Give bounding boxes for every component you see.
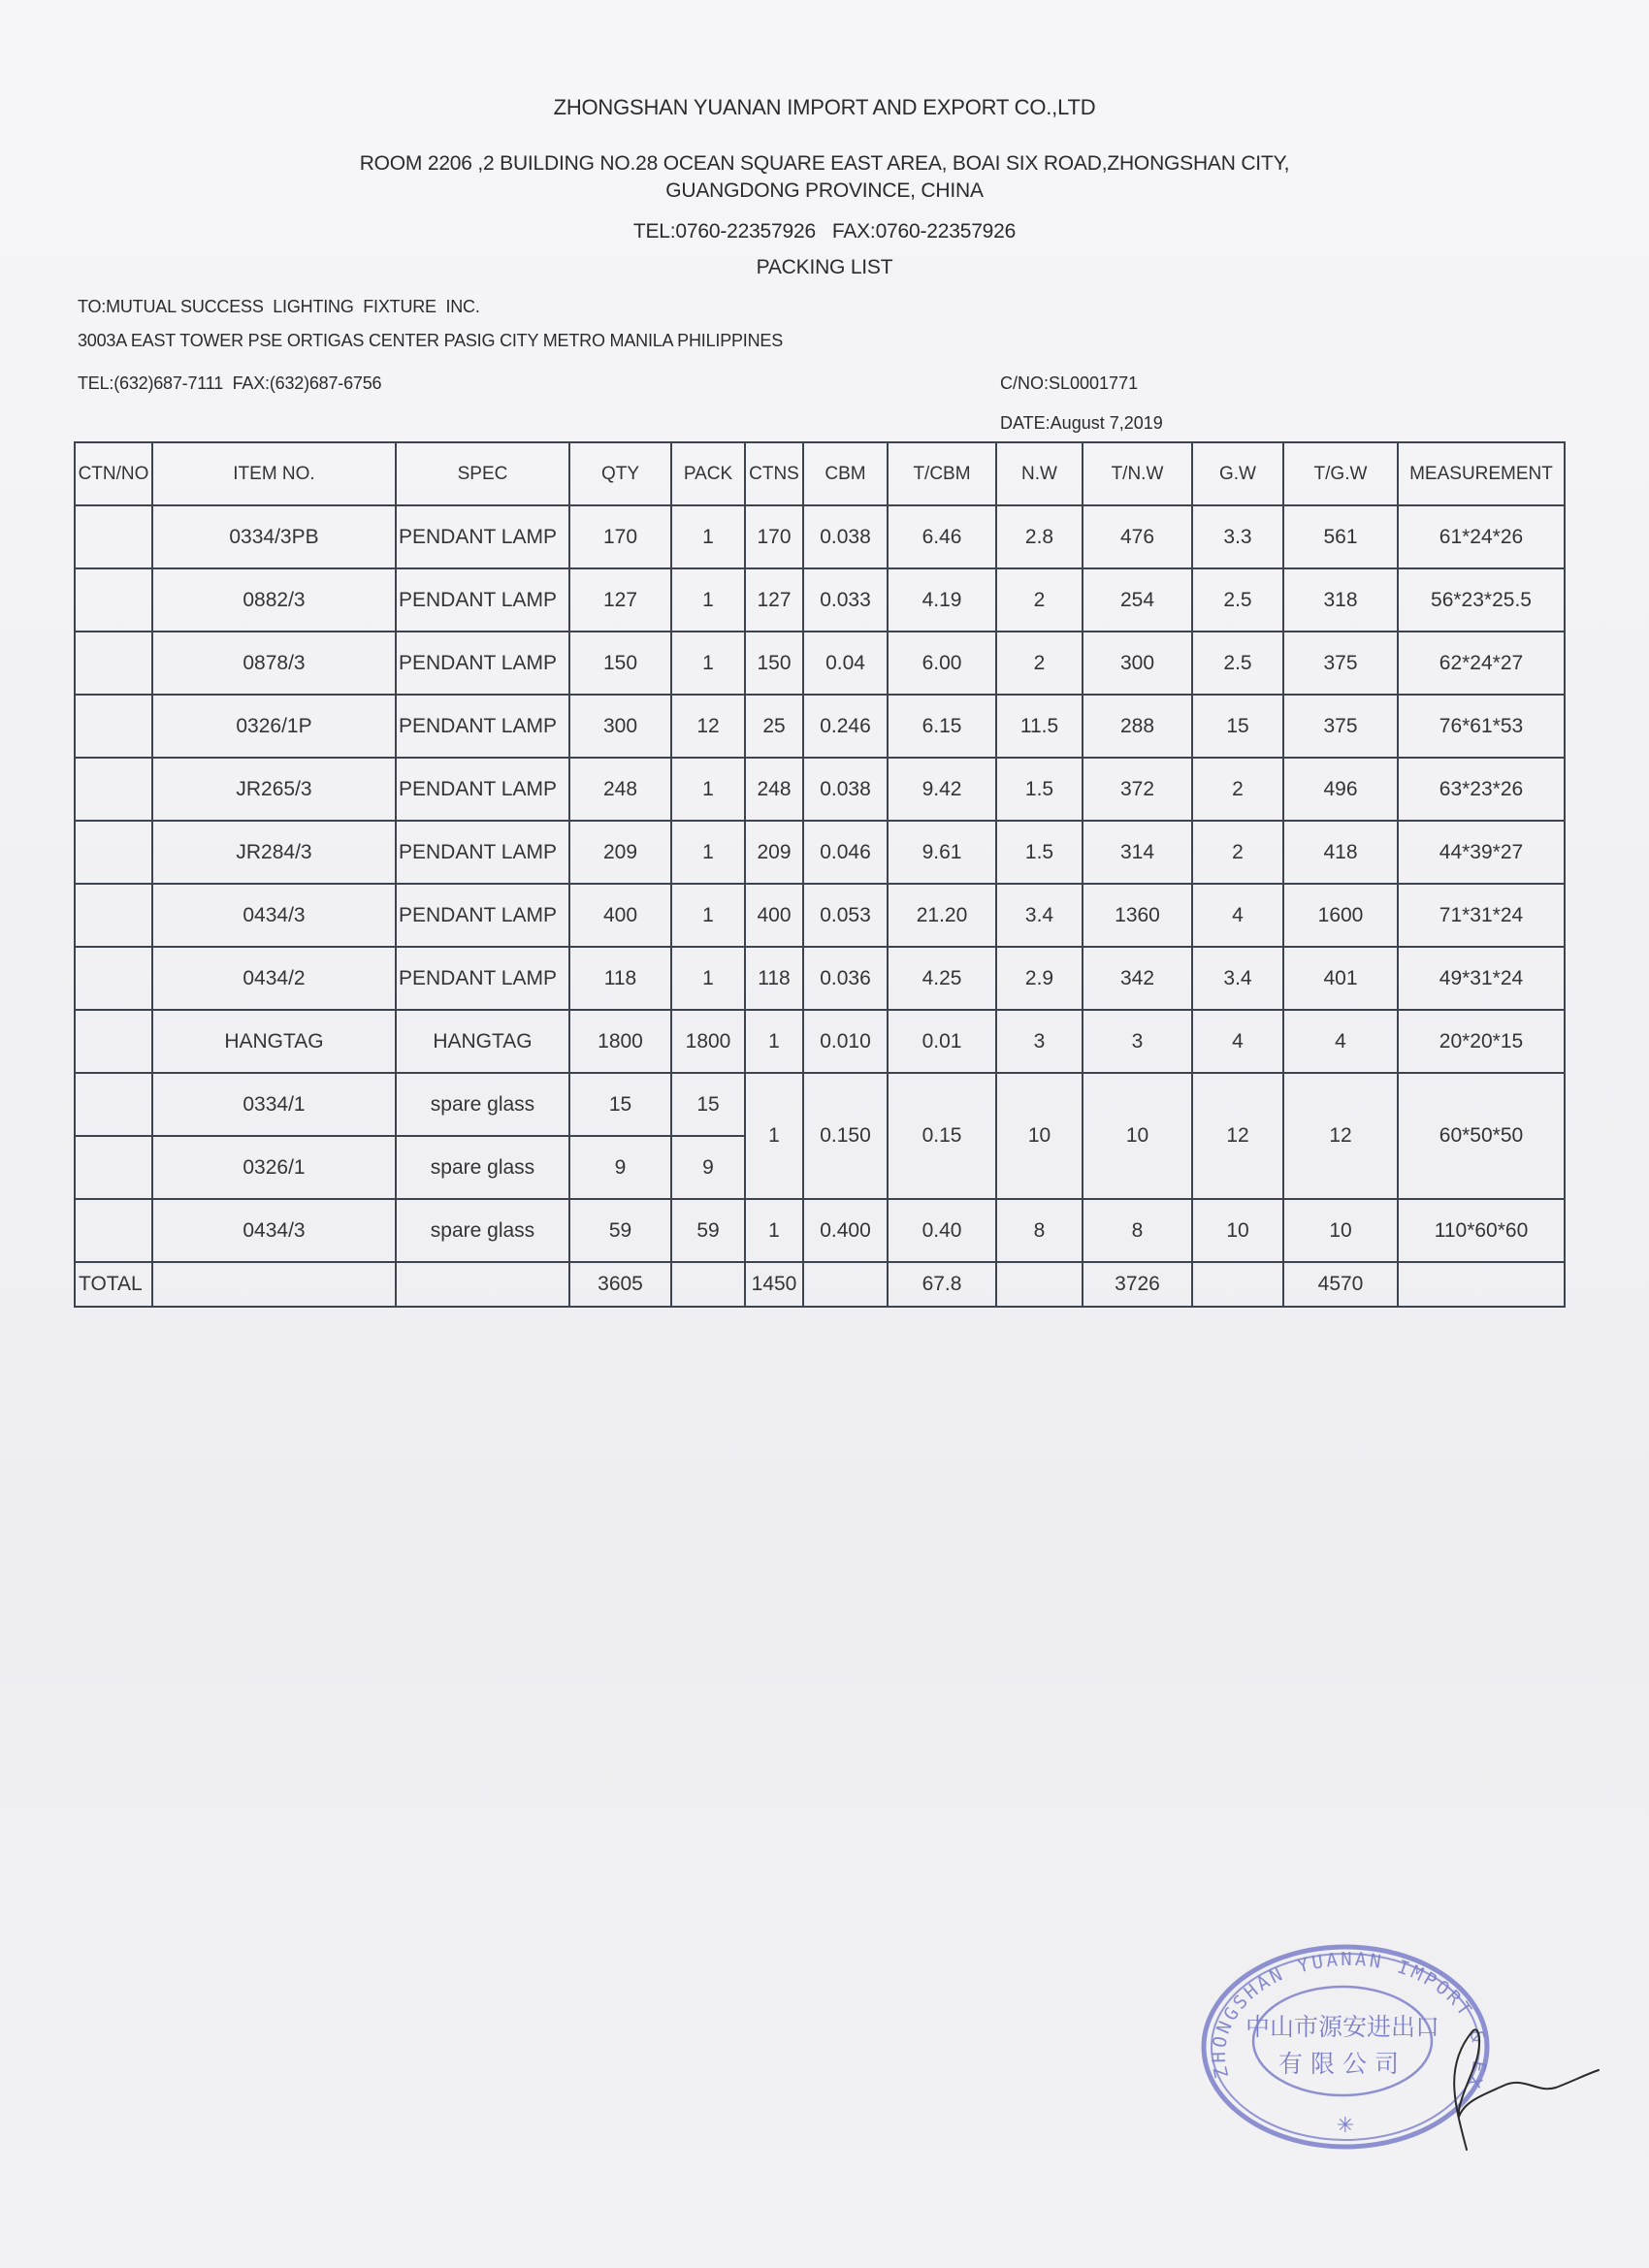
cell-pack: 59: [671, 1199, 745, 1262]
cell-t-gw: 4: [1283, 1010, 1398, 1073]
cell-t-cbm: 6.15: [888, 695, 996, 758]
cell-t-nw: 314: [1083, 821, 1192, 884]
cell-t-nw: 476: [1083, 505, 1192, 568]
cell-spec: spare glass: [396, 1199, 569, 1262]
cell-measurement: 76*61*53: [1398, 695, 1565, 758]
cell-pack: 15: [671, 1073, 745, 1136]
cell-cbm: 0.038: [803, 758, 888, 821]
cell-t-gw: 375: [1283, 632, 1398, 695]
cell-cbm: 0.053: [803, 884, 888, 947]
cell-t-nw: 254: [1083, 568, 1192, 632]
cell-measurement: 62*24*27: [1398, 632, 1565, 695]
company-name: ZHONGSHAN YUANAN IMPORT AND EXPORT CO.,LTD: [553, 95, 1096, 119]
cell-qty: 127: [569, 568, 671, 632]
cell-spec: HANGTAG: [396, 1010, 569, 1073]
cell-spec: PENDANT LAMP: [396, 947, 569, 1010]
cell-nw: 2.8: [996, 505, 1083, 568]
cell-cbm: 0.010: [803, 1010, 888, 1073]
cell-qty: 15: [569, 1073, 671, 1136]
cell-empty: [671, 1262, 745, 1307]
cell-pack: 1: [671, 568, 745, 632]
cell-ctn-no: [75, 758, 152, 821]
recipient-tel-fax: TEL:(632)687-7111 FAX:(632)687-6756: [78, 373, 382, 393]
column-header: T/G.W: [1283, 442, 1398, 505]
total-row: [75, 1262, 1565, 1307]
column-header: N.W: [996, 442, 1083, 505]
cell-nw: 10: [996, 1073, 1083, 1199]
cell-t-nw: 342: [1083, 947, 1192, 1010]
column-header: CBM: [803, 442, 888, 505]
cell-item-no: 0434/3: [152, 884, 396, 947]
recipient-address: 3003A EAST TOWER PSE ORTIGAS CENTER PASIG CITY METRO MANILA PHILIPPINES: [78, 331, 784, 350]
cell-nw: 3: [996, 1010, 1083, 1073]
cell-gw: 3.3: [1192, 505, 1283, 568]
cell-measurement: 110*60*60: [1398, 1199, 1565, 1262]
cell-gw: 2.5: [1192, 632, 1283, 695]
cell-item-no: 0882/3: [152, 568, 396, 632]
cell-ctns: 248: [745, 758, 803, 821]
total-ctns: 1450: [745, 1262, 803, 1307]
stamp-star-icon: ✳: [1336, 2114, 1355, 2138]
cell-ctn-no: [75, 884, 152, 947]
cell-ctns: 118: [745, 947, 803, 1010]
cell-pack: 1: [671, 884, 745, 947]
stamp-outer-text: ZHONGSHAN YUANAN IMPORT & EX: [1208, 1948, 1490, 2093]
company-address-line2: GUANGDONG PROVINCE, CHINA: [665, 179, 984, 202]
cell-qty: 170: [569, 505, 671, 568]
cell-t-cbm: 0.15: [888, 1073, 996, 1199]
cell-item-no: 0434/2: [152, 947, 396, 1010]
cell-t-gw: 10: [1283, 1199, 1398, 1262]
cell-t-cbm: 6.46: [888, 505, 996, 568]
cell-t-cbm: 21.20: [888, 884, 996, 947]
cell-cbm: 0.033: [803, 568, 888, 632]
cell-ctns: 1: [745, 1073, 803, 1199]
cell-empty: [396, 1262, 569, 1307]
cell-t-gw: 561: [1283, 505, 1398, 568]
packing-list-table: [74, 441, 1566, 1308]
cell-pack: 1: [671, 505, 745, 568]
cell-t-nw: 10: [1083, 1073, 1192, 1199]
cell-t-gw: 375: [1283, 695, 1398, 758]
cell-t-nw: 372: [1083, 758, 1192, 821]
table-row: [75, 568, 1565, 632]
cell-ctn-no: [75, 1199, 152, 1262]
cell-ctns: 25: [745, 695, 803, 758]
cell-gw: 2: [1192, 821, 1283, 884]
cell-t-cbm: 0.40: [888, 1199, 996, 1262]
total-t-cbm: 67.8: [888, 1262, 996, 1307]
stamp-inner-line2: 有限公司: [1277, 2050, 1407, 2078]
cell-pack: 1: [671, 632, 745, 695]
cell-gw: 2: [1192, 758, 1283, 821]
cell-spec: PENDANT LAMP: [396, 758, 569, 821]
cell-cbm: 0.038: [803, 505, 888, 568]
table-row: [75, 821, 1565, 884]
recipient-name: TO:MUTUAL SUCCESS LIGHTING FIXTURE INC.: [78, 297, 480, 316]
total-t-gw: 4570: [1283, 1262, 1398, 1307]
table-row: [75, 947, 1565, 1010]
cell-t-nw: 300: [1083, 632, 1192, 695]
cell-nw: 11.5: [996, 695, 1083, 758]
table-row: [75, 505, 1565, 568]
column-header: MEASUREMENT: [1398, 442, 1565, 505]
cell-ctns: 150: [745, 632, 803, 695]
cell-spec: PENDANT LAMP: [396, 632, 569, 695]
column-header: T/CBM: [888, 442, 996, 505]
cell-item-no: 0326/1P: [152, 695, 396, 758]
company-address-line1: ROOM 2206 ,2 BUILDING NO.28 OCEAN SQUARE EAST AREA, BOAI SIX ROAD,ZHONGSHAN CITY,: [359, 152, 1290, 175]
cell-item-no: 0434/3: [152, 1199, 396, 1262]
signature: [1436, 2018, 1600, 2154]
company-tel-fax: TEL:0760-22357926 FAX:0760-22357926: [632, 220, 1017, 243]
table-header-row: [75, 442, 1565, 505]
cell-t-nw: 3: [1083, 1010, 1192, 1073]
cell-cbm: 0.04: [803, 632, 888, 695]
cell-t-cbm: 4.19: [888, 568, 996, 632]
column-header: CTNS: [745, 442, 803, 505]
cell-measurement: 49*31*24: [1398, 947, 1565, 1010]
cell-nw: 8: [996, 1199, 1083, 1262]
cell-nw: 2.9: [996, 947, 1083, 1010]
cell-t-gw: 496: [1283, 758, 1398, 821]
cell-pack: 1: [671, 947, 745, 1010]
cell-ctns: 1: [745, 1010, 803, 1073]
cell-item-no: 0878/3: [152, 632, 396, 695]
cell-ctn-no: [75, 505, 152, 568]
cell-t-gw: 1600: [1283, 884, 1398, 947]
cell-qty: 59: [569, 1199, 671, 1262]
column-header: ITEM NO.: [152, 442, 396, 505]
cell-pack: 1: [671, 758, 745, 821]
cell-qty: 118: [569, 947, 671, 1010]
cell-t-gw: 418: [1283, 821, 1398, 884]
table-row: [75, 884, 1565, 947]
cell-t-gw: 401: [1283, 947, 1398, 1010]
cell-pack: 12: [671, 695, 745, 758]
cell-item-no: 0334/1: [152, 1073, 396, 1136]
cell-spec: PENDANT LAMP: [396, 568, 569, 632]
total-label: TOTAL: [75, 1262, 152, 1307]
cell-ctns: 170: [745, 505, 803, 568]
cell-qty: 400: [569, 884, 671, 947]
document-date: DATE:August 7,2019: [1000, 413, 1163, 433]
cell-cbm: 0.036: [803, 947, 888, 1010]
cell-cbm: 0.046: [803, 821, 888, 884]
table-row: [75, 695, 1565, 758]
cell-qty: 9: [569, 1136, 671, 1199]
cell-ctn-no: [75, 821, 152, 884]
cell-spec: spare glass: [396, 1073, 569, 1136]
cell-ctn-no: [75, 947, 152, 1010]
cell-spec: spare glass: [396, 1136, 569, 1199]
cell-gw: 10: [1192, 1199, 1283, 1262]
cell-nw: 3.4: [996, 884, 1083, 947]
column-header: SPEC: [396, 442, 569, 505]
cell-gw: 12: [1192, 1073, 1283, 1199]
cell-cbm: 0.150: [803, 1073, 888, 1199]
cell-t-cbm: 6.00: [888, 632, 996, 695]
cell-spec: PENDANT LAMP: [396, 821, 569, 884]
cell-measurement: 56*23*25.5: [1398, 568, 1565, 632]
cell-ctns: 400: [745, 884, 803, 947]
cell-ctn-no: [75, 568, 152, 632]
cell-ctns: 209: [745, 821, 803, 884]
cell-ctns: 127: [745, 568, 803, 632]
cell-qty: 1800: [569, 1010, 671, 1073]
cell-nw: 1.5: [996, 758, 1083, 821]
cell-t-nw: 1360: [1083, 884, 1192, 947]
cell-ctn-no: [75, 1136, 152, 1199]
cell-qty: 248: [569, 758, 671, 821]
cell-t-cbm: 9.61: [888, 821, 996, 884]
cell-t-nw: 8: [1083, 1199, 1192, 1262]
cell-spec: PENDANT LAMP: [396, 695, 569, 758]
document-title: PACKING LIST: [756, 256, 893, 278]
cell-gw: 3.4: [1192, 947, 1283, 1010]
cell-t-cbm: 9.42: [888, 758, 996, 821]
cell-t-nw: 288: [1083, 695, 1192, 758]
container-number: C/NO:SL0001771: [1000, 373, 1139, 393]
cell-cbm: 0.246: [803, 695, 888, 758]
table-row: [75, 632, 1565, 695]
cell-gw: 15: [1192, 695, 1283, 758]
cell-empty: [152, 1262, 396, 1307]
cell-spec: PENDANT LAMP: [396, 505, 569, 568]
cell-empty: [803, 1262, 888, 1307]
cell-item-no: JR265/3: [152, 758, 396, 821]
total-t-nw: 3726: [1083, 1262, 1192, 1307]
cell-empty: [996, 1262, 1083, 1307]
cell-empty: [1192, 1262, 1283, 1307]
stamp-inner-line1: 中山市源安进出口: [1245, 2013, 1440, 2041]
total-qty: 3605: [569, 1262, 671, 1307]
cell-gw: 4: [1192, 1010, 1283, 1073]
cell-ctn-no: [75, 1073, 152, 1136]
cell-pack: 9: [671, 1136, 745, 1199]
cell-spec: PENDANT LAMP: [396, 884, 569, 947]
cell-ctn-no: [75, 632, 152, 695]
table-row: [75, 1199, 1565, 1262]
cell-t-cbm: 0.01: [888, 1010, 996, 1073]
cell-pack: 1800: [671, 1010, 745, 1073]
cell-gw: 2.5: [1192, 568, 1283, 632]
cell-cbm: 0.400: [803, 1199, 888, 1262]
cell-ctn-no: [75, 1010, 152, 1073]
cell-nw: 1.5: [996, 821, 1083, 884]
table-row: [75, 1073, 1565, 1136]
cell-gw: 4: [1192, 884, 1283, 947]
cell-ctn-no: [75, 695, 152, 758]
cell-qty: 300: [569, 695, 671, 758]
cell-nw: 2: [996, 632, 1083, 695]
cell-measurement: 44*39*27: [1398, 821, 1565, 884]
cell-pack: 1: [671, 821, 745, 884]
column-header: QTY: [569, 442, 671, 505]
cell-t-gw: 12: [1283, 1073, 1398, 1199]
cell-measurement: 60*50*50: [1398, 1073, 1565, 1199]
column-header: CTN/NO: [75, 442, 152, 505]
cell-measurement: 61*24*26: [1398, 505, 1565, 568]
cell-measurement: 71*31*24: [1398, 884, 1565, 947]
column-header: G.W: [1192, 442, 1283, 505]
table-row: [75, 1010, 1565, 1073]
cell-item-no: 0326/1: [152, 1136, 396, 1199]
cell-item-no: JR284/3: [152, 821, 396, 884]
column-header: PACK: [671, 442, 745, 505]
cell-empty: [1398, 1262, 1565, 1307]
cell-t-cbm: 4.25: [888, 947, 996, 1010]
table-row: [75, 758, 1565, 821]
cell-qty: 209: [569, 821, 671, 884]
cell-nw: 2: [996, 568, 1083, 632]
cell-ctns: 1: [745, 1199, 803, 1262]
cell-qty: 150: [569, 632, 671, 695]
cell-measurement: 20*20*15: [1398, 1010, 1565, 1073]
column-header: T/N.W: [1083, 442, 1192, 505]
cell-item-no: 0334/3PB: [152, 505, 396, 568]
cell-t-gw: 318: [1283, 568, 1398, 632]
cell-item-no: HANGTAG: [152, 1010, 396, 1073]
cell-measurement: 63*23*26: [1398, 758, 1565, 821]
